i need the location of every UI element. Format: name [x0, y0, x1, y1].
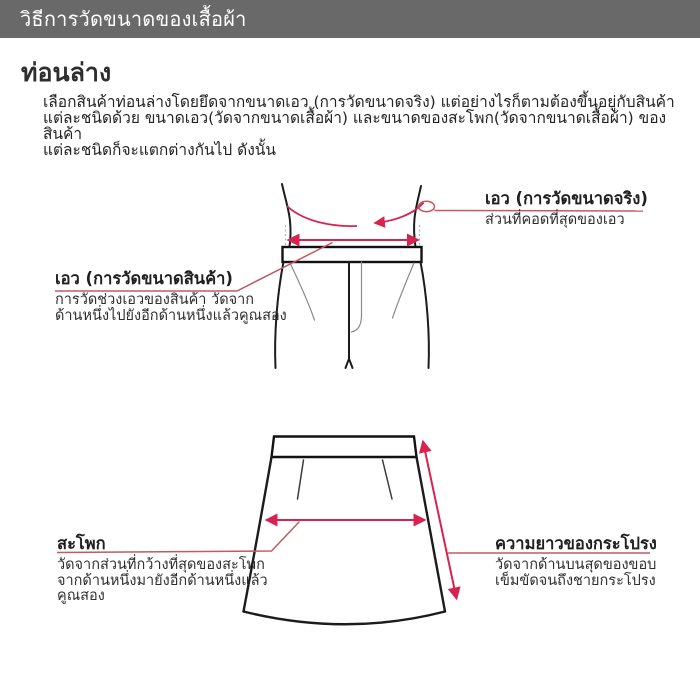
waist-actual-desc: ส่วนที่คอดที่สุดของเอว	[485, 212, 625, 228]
intro-line: แต่ละชนิดด้วย ขนาดเอว(วัดจากขนาดเสื้อผ้า) และขนาดของสะโพก(วัดจากขนาดเสื้อผ้า) ของสินค้า	[43, 109, 667, 143]
hip-desc: วัดจากส่วนที่กว้างที่สุดของสะโพก จากด้านหนึ่งมายังอีกด้านหนึ่งแล้ว คูณสอง	[57, 557, 268, 604]
skirt-waistband	[272, 437, 417, 458]
callout-waist-actual	[485, 189, 648, 229]
skirt-dart-right	[383, 460, 393, 499]
skirt-hem	[244, 612, 446, 625]
torso-right-line	[414, 186, 421, 247]
pocket-left-line	[290, 263, 315, 320]
inseam-lines	[346, 360, 353, 368]
intro-paragraph	[43, 94, 683, 158]
callout-skirt-length	[495, 534, 657, 589]
section-heading: ท่อนล่าง	[21, 58, 112, 87]
callout-hip	[57, 534, 268, 605]
intro-line: เลือกสินค้าท่อนล่างโดยยึดจากขนาดเอว (การวัดขนาดจริง) แต่อย่างไรก็ตามต้องขึ้นอยู่กับสินค้า	[43, 93, 675, 111]
pocket-right-line	[393, 263, 415, 318]
skirt-length-title: ความยาวของกระโปรง	[495, 534, 657, 553]
callout-waist-product	[55, 269, 287, 324]
hip-title: สะโพก	[57, 534, 106, 553]
waist-tape-arrow	[375, 203, 424, 224]
pants-waistband	[283, 247, 422, 262]
waist-tape-back-arc	[287, 206, 357, 226]
pants-right-outseam	[421, 262, 429, 368]
page-title: วิธีการวัดขนาดของเสื้อผ้า	[20, 7, 247, 31]
waist-tape-loop	[419, 201, 435, 211]
waist-product-title: เอว (การวัดขนาดสินค้า)	[55, 269, 233, 288]
fly-stitch-line	[352, 262, 362, 332]
skirt-length-desc: วัดจากด้านบนสุดของขอบ เข็มขัดจนถึงชายกระโปรง	[495, 557, 657, 589]
skirt-dart-left	[298, 460, 304, 499]
skirt-right-side	[417, 457, 446, 612]
waist-actual-title: เอว (การวัดขนาดจริง)	[485, 189, 648, 208]
skirt-length-arrow	[423, 442, 457, 599]
waist-product-desc: การวัดช่วงเอวของสินค้า วัดจาก ด้านหนึ่งไปยังอีกด้านหนึ่งแล้วคูณสอง	[55, 292, 287, 324]
page-header	[0, 0, 700, 38]
torso-left-line	[282, 184, 291, 247]
intro-line: แต่ละชนิดก็จะแตกต่างกันไป ดังนั้น	[43, 141, 276, 159]
